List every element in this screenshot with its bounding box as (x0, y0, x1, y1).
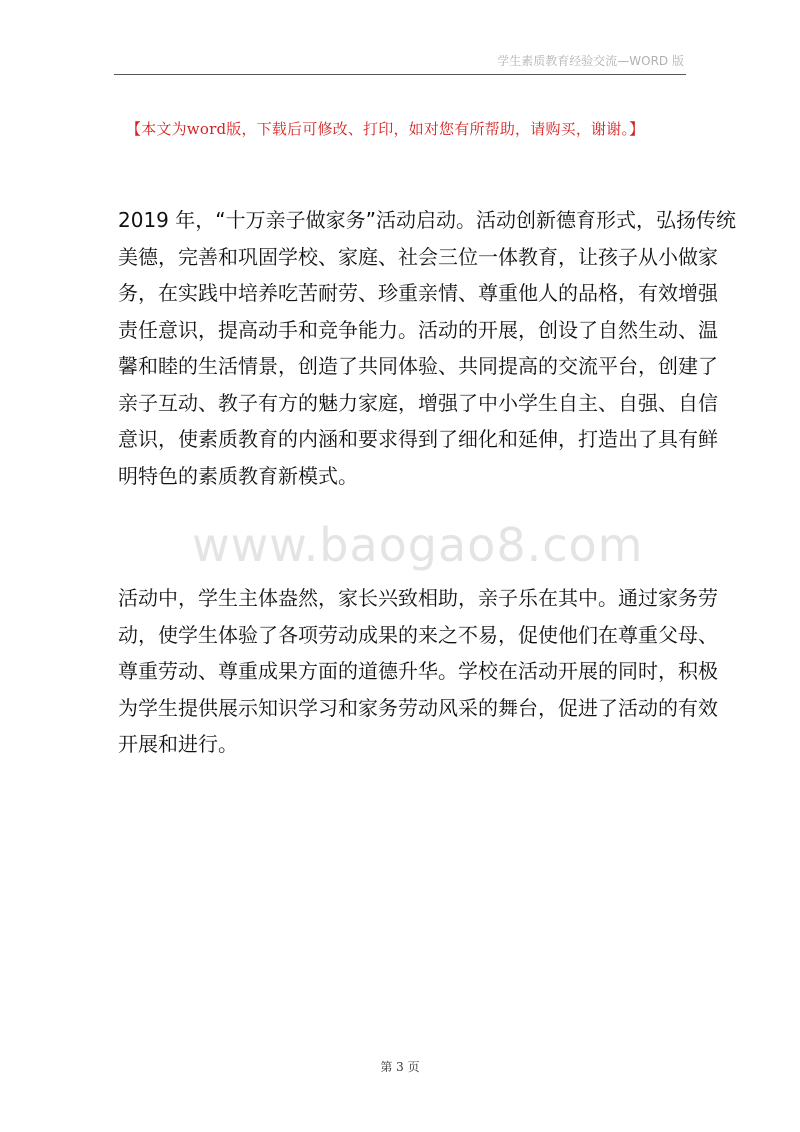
paragraph-line: 亲子互动、教子有方的魅力家庭，增强了中小学生自主、自强、自信 (118, 390, 718, 415)
watermark: www.baogao8.com (192, 518, 644, 572)
paragraph-line: 明特色的素质教育新模式。 (118, 463, 358, 488)
paragraph-line: 尊重劳动、尊重成果方面的道德升华。学校在活动开展的同时，积极 (118, 659, 718, 683)
paragraph-line: 动，使学生体验了各项劳动成果的来之不易，促使他们在尊重父母、 (118, 622, 718, 647)
paragraph-line: 活动中，学生主体盎然，家长兴致相助，亲子乐在其中。通过家务劳 (118, 586, 718, 610)
paragraph-2 (118, 580, 718, 763)
page-number: 第 3 页 (380, 1060, 420, 1074)
header-title: 学生素质教育经验交流—WORD 版 (497, 54, 684, 68)
paragraph-line: 责任意识，提高动手和竞争能力。活动的开展，创设了自然生动、温 (118, 317, 718, 342)
paragraph-line: 开展和进行。 (118, 732, 238, 756)
paragraph-1 (118, 202, 736, 494)
header-divider (114, 74, 686, 75)
paragraph-line: 意识，使素质教育的内涵和要求得到了细化和延伸，打造出了具有鲜 (118, 427, 718, 451)
paragraph-line: 为学生提供展示知识学习和家务劳动风采的舞台，促进了活动的有效 (118, 695, 718, 720)
purchase-notice: 【本文为word版，下载后可修改、打印，如对您有所帮助，请购买，谢谢。】 (126, 120, 645, 138)
paragraph-line: 2019 年，“十万亲子做家务”活动启动。活动创新德育形式，弘扬传统 (118, 208, 736, 232)
paragraph-line: 务，在实践中培养吃苦耐劳、珍重亲情、尊重他人的品格，有效增强 (118, 281, 718, 305)
paragraph-line: 馨和睦的生活情景，创造了共同体验、共同提高的交流平台，创建了 (118, 354, 718, 378)
paragraph-line: 美德，完善和巩固学校、家庭、社会三位一体教育，让孩子从小做家 (118, 244, 718, 269)
